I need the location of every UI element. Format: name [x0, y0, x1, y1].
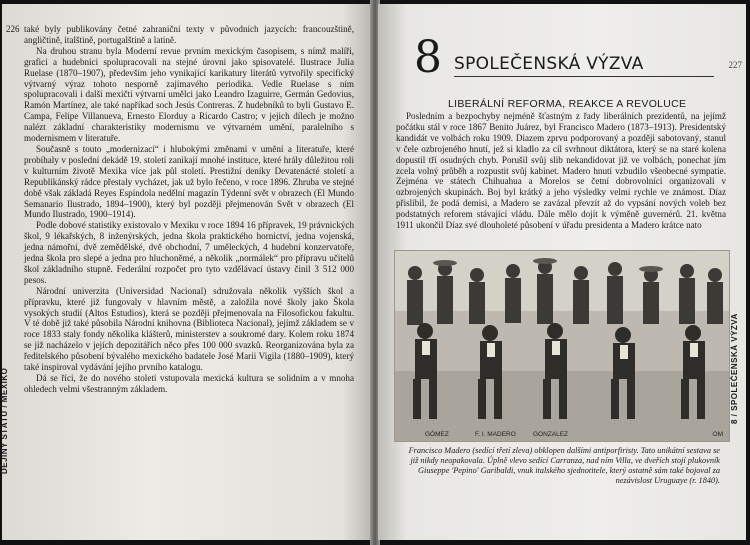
historical-photo: [394, 250, 730, 442]
photo-label: GONZALEZ: [533, 431, 569, 438]
paragraph: Posledním a bezpochyby nejméně šťastným z řady liberálních prezidentů, na jejímž počátku stál v roce 1867 Benito Juárez, byl Francisco Madero (1873–1913). Presidentský kandidát ve volbách roku 1909. Diazem zprvu podporovaný a později sabotovaný, stanul v čele ozbrojeného hnutí, jež si kladlo za cíl svrhnout diktátora, který se na staré kolena dopustil tří osudných chyb. Porušil svůj slib nekandidovat již ve volbách, ponechat jím zcela volný průběh a rozpustit svůj kabinet. Madero hnutí vzbudilo všeobecné sympatie. Zejména ve státech Chihuahua a Morelos se četní dobrovolníci organizovali v ozbrojených skupinách. Boj byl krátký a jeho výsledky velmi rychle ve známost. Díaz přislíbil, že podá demisi, a Madero se zavázal převzít až do vypsání nových voleb bez podstatných reforem stávající vládu. Dále mělo dojít k výměně guvernérů. 21. května 1911 ukončil Díaz své dlouholeté působení v úřadu presidenta a Madero krátce nato: [396, 111, 726, 231]
photo-caption: Francisco Madero (sedící třetí zleva) obklopen dalšími antiporfiristy. Tato unikátní sestava se již nikdy neopakovala. Úplně vlevo sedící Carranza, nad ním Villa, ve dveřích stojí plukovník Giuseppe 'Pepino' Garibaldi, vnuk italského sjednotitele, který ostatně sám také bojoval za nezávislost Uruguaye (r. 1840).: [408, 446, 720, 485]
group-photo-illustration: [395, 251, 729, 441]
right-body-text: [396, 111, 726, 231]
left-body-text: [24, 24, 354, 395]
photo-label: GÓMEZ: [425, 431, 449, 438]
paragraph: Podle dobové statistiky existovalo v Mexiku v roce 1894 16 přípravek, 19 právnických škol, 9 lékařských, 8 inženýrských, jedna škola praktického hornictví, jedna vojenská, jedna námořní, dvě zemědělské, dvě obchodní, 7 uměleckých, 4 hudební konzervatoře, jedna škola pro slepé a jedna pro hluchoněmé, a několik „normálek“ pro přípravu učitelů škol základního stupně. Federální rozpočet pro tyto vzdělávací ústavy činil 3 512 000 pesos.: [24, 220, 354, 285]
left-page: [2, 4, 372, 540]
page-number-right: 227: [728, 60, 742, 70]
running-head-left: DĚJINY STÁTU / MEXIKO: [0, 367, 9, 474]
paragraph: Současně s touto „modernizací“ i hlubokými změnami v umění a literatuře, které probíhaly v poslední dekádě 19. století zanikají mnohé instituce, které hrály důležitou roli v kulturním životě Mexika více jak půl století. Prestižní deníky Devatenácté století a Republikánský rádce přestaly vycházet, jak už bylo řečeno, v roce 1896. Zhruba ve stejné době však základá Reyes Espíndola nedělní magazín Týdenní svět v obrazech (El Mundo Semanario Ilustrado, 1894–1900), který byl později přejmenován Svět v obrazech (El Mundo Ilustrado, 1900–1914).: [24, 143, 354, 220]
chapter-rule: [454, 76, 714, 77]
paragraph: Dá se říci, že do nového století vstupovala mexická kultura se solidním a v mnoha ohledech velmi všestranným základem.: [24, 373, 354, 394]
right-page: [378, 4, 746, 540]
chapter-title: SPOLEČENSKÁ VÝZVA: [454, 54, 644, 74]
section-title: LIBERÁLNÍ REFORMA, REAKCE A REVOLUCE: [448, 98, 687, 110]
chapter-number: 8: [414, 32, 442, 83]
paragraph: také byly publikovány četné zahraniční texty v původních jazycích: francouzštině, angličtině, italštině, portugalštině a latině.: [24, 24, 354, 45]
paragraph: Na druhou stranu byla Moderní revue prvním mexickým časopisem, s nímž malíři, grafici a hudebníci spolupracovali na stejné úrovni jako spisovatelé. Ilustrace Julia Ruelase (1870–1907), především jeho vynikající karikatury literátů vytvořily specifický výtvarný výraz tohoto nesporně zajímavého periodika. Vedle Ruelase s ním spolupracovali i další mexičtí výtvarní umělci jako Leandro Izaguirre, Germán Gedovius, Ramón Martínez, ale také napříkad soch Jesús Contreras. Z hudebníků to byli Gustavo E. Campa, Felipe Villanueva, Ernesto Elorduy a Ricardo Castro; v jejich dílech je možno nalézt základní charakteristiky modernismu ve výtvarném umění, paralelního s modernismem v literatuře.: [24, 45, 354, 144]
running-head-right: 8 / SPOLEČENSKÁ VÝZVA: [730, 313, 739, 424]
photo-label: F. I. MADERO: [475, 431, 516, 438]
chapter-heading: [414, 32, 714, 84]
paragraph: Národní univerzita (Universidad Nacional) sdružovala několik vyšších škol a přípravku, které již fungovaly v hlavním městě, a založila nové školy jako Škola vysokých studií (Altos Estudios), která se později přejmenovala na Filosofickou fakultu. V té době již také působila Národní knihovna (Biblioteca Nacional), jejímž základem se v roce 1833 staly fondy několika klášterů, ministerstev a soukromé dary. Kolem roku 1874 se již nacházelo v jejích depozitářích něco přes 100 000 svazků. Reorganizována byla za ředitelského působení bývalého mexického badatele José Marii Vigila (1880–1909), který také inspiroval vydávání jejího prvního katalogu.: [24, 285, 354, 373]
page-number-left: 226: [6, 24, 20, 34]
photo-corner-label: OM: [712, 431, 723, 438]
